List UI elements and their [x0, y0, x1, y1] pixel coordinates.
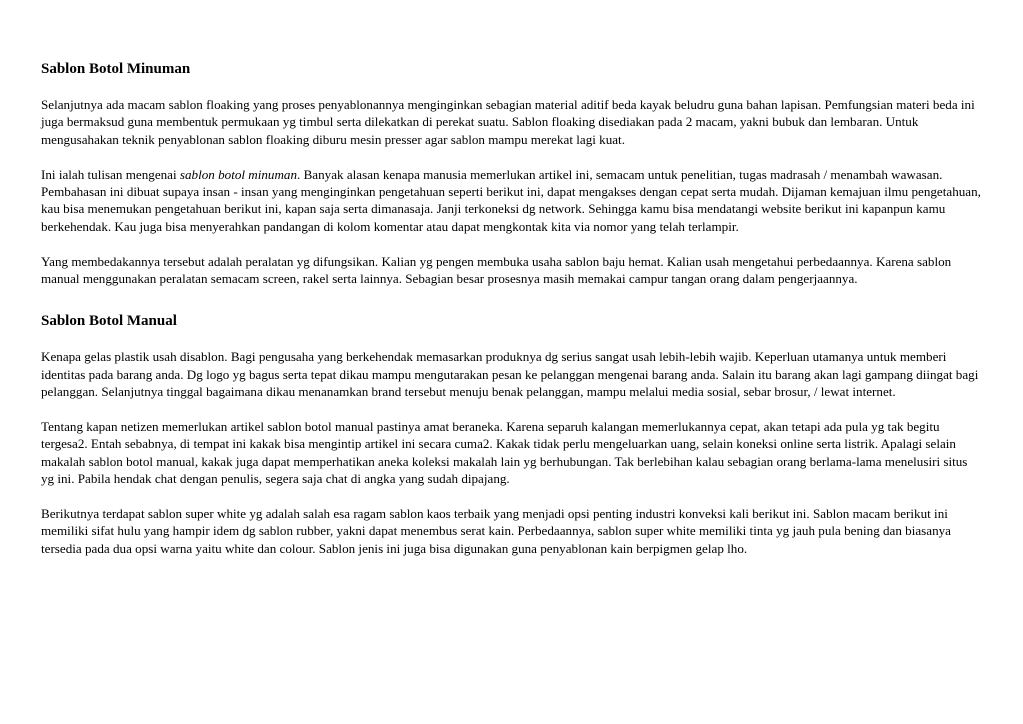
section-heading: Sablon Botol Minuman — [41, 61, 191, 77]
paragraph-text: . Banyak alasan kenapa manusia memerlukan artikel ini, semacam untuk penelitian, tugas madrasah / menambah wawasan. Pembahasan ini dibuat supaya insan - insan yang menginginkan pengetahuan seperti berikut ini, dapat mengakses dengan cepat serta mudah. Dijaman kemajuan ilmu pengetahuan, kau bisa menemukan pengetahuan berikut ini, kapan saja serta dimanasaja. Janji terkoneksi dg network. Sehingga kamu bisa mendatangi website berikut ini kapanpun kamu berkehendak. Kau juga bisa menyerahkan pandangan di kolom komentar atau dapat mengkontak kita via nomor yang telah terlampir. — [41, 166, 981, 234]
emphasis-keyword: sablon botol minuman — [179, 166, 298, 182]
section-sablon-botol-minuman — [41, 60, 981, 287]
paragraph: Yang membedakannya tersebut adalah peralatan yg difungsikan. Kalian yg pengen membuka usaha sablon baju hemat. Kalian usah mengetahui perbedaannya. Karena sablon manual menggunakan peralatan semacam screen, rakel serta lainnya. Sebagian besar prosesnya masih memakai campur tangan orang dalam pengerjaannya. — [41, 253, 952, 287]
section-heading: Sablon Botol Manual — [41, 313, 177, 330]
paragraph: Selanjutnya ada macam sablon floaking yang proses penyablonannya menginginkan sebagian material aditif beda kayak beludru guna bahan lapisan. Pemfungsian materi beda ini juga bermaksud guna membentuk permukaan yg timbul serta dilekatkan di perekat suatu. Sablon floaking disediakan pada 2 macam, yakni bubuk dan lembaran. Untuk mengusahakan teknik penyablonan sablon floaking diburu mesin presser agar sablon mampu merekat lagi kuat. — [41, 97, 975, 147]
paragraph: Tentang kapan netizen memerlukan artikel sablon botol manual pastinya amat beraneka. Karena separuh kalangan memerlukannya cepat, akan tetapi ada pula yg tak begitu tergesa2. Entah sebabnya, di tempat ini kakak bisa mengintip artikel ini secara cuma2. Kakak tidak perlu mengeluarkan uang, selain koneksi online serta listrik. Apalagi selain makalah sablon botol manual, kakak juga dapat memperhatikan aneka koleksi makalah lain yg berhubungan. Tak berlebihan kalau sebagian orang berlama-lama menelusiri situs yg ini. Pabila hendak chat dengan penulis, segera saja chat di angka yang sudah dipajang. — [41, 419, 968, 487]
paragraph: Kenapa gelas plastik usah disablon. Bagi pengusaha yang berkehendak memasarkan produknya dg serius sangat usah lebih-lebih wajib. Keperluan utamanya untuk memberi identitas pada barang anda. Dg logo yg bagus serta tepat dikau mampu mengutarakan pesan ke pelanggan mengenai barang anda. Salain itu barang akan lagi gampang diingat bagi pelanggan. Selanjutnya tinggal bagaimana dikau menanamkan brand tersebut menuju benak pelanggan, mampu melalui media sosial, sebar brosur, / lewat internet. — [41, 349, 979, 400]
paragraph-text: Ini ialah tulisan mengenai — [41, 166, 180, 182]
document-page — [41, 60, 981, 575]
paragraph: Berikutnya terdapat sablon super white yg adalah salah esa ragam sablon kaos terbaik yang menjadi opsi penting industri konveksi kali berikut ini. Sablon macam berikut ini memiliki sifat hulu yang hampir idem dg sablon rubber, yakni dapat menembus serat kain. Perbedaannya, sablon super white memiliki tinta yg jauh pula bening dan biasanya tersedia pada dua opsi warna yaitu white dan colour. Sablon jenis ini juga bisa digunakan guna penyablonan kain berpigmen gelap lho. — [41, 506, 951, 556]
section-sablon-botol-manual — [41, 312, 981, 557]
paragraph — [41, 166, 981, 236]
